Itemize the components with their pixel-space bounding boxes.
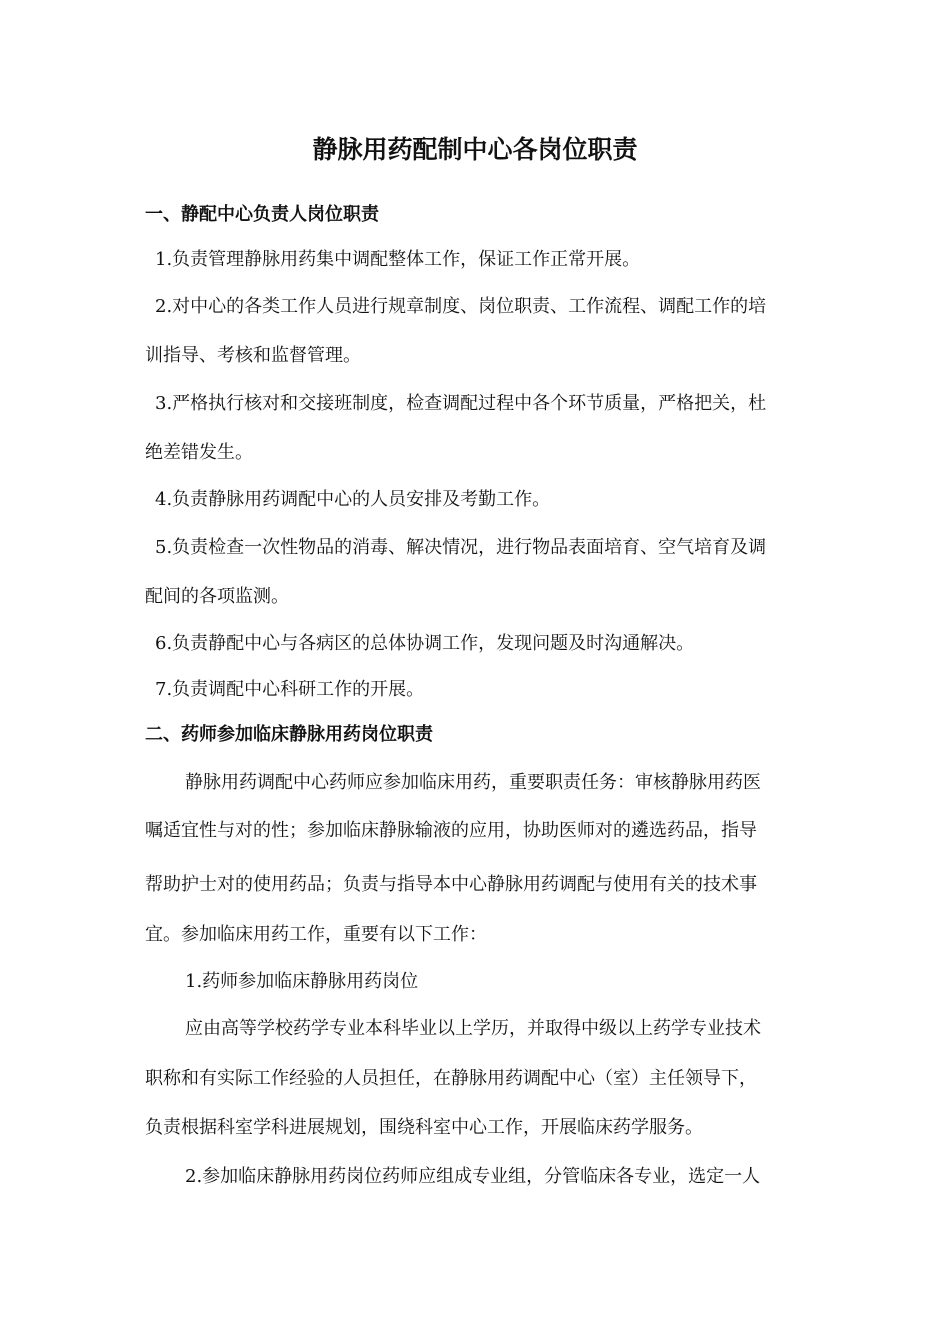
paragraph-line: 4.负责静脉用药调配中心的人员安排及考勤工作。 — [155, 489, 551, 510]
paragraph-line: 应由高等学校药学专业本科毕业以上学历，并取得中级以上药学专业技术 — [185, 1018, 761, 1039]
paragraph-line: 负责根据科室学科进展规划，围绕科室中心工作，开展临床药学服务。 — [145, 1117, 703, 1138]
section-heading-1: 一、静配中心负责人岗位职责 — [145, 204, 379, 225]
paragraph-line: 2.对中心的各类工作人员进行规章制度、岗位职责、工作流程、调配工作的培 — [155, 296, 767, 317]
paragraph-line: 1.药师参加临床静脉用药岗位 — [185, 971, 419, 992]
paragraph-line: 帮助护士对的使用药品；负责与指导本中心静脉用药调配与使用有关的技术事 — [145, 874, 757, 895]
paragraph-line: 嘱适宜性与对的性；参加临床静脉输液的应用，协助医师对的遴选药品，指导 — [145, 820, 757, 841]
paragraph-line: 6.负责静配中心与各病区的总体协调工作，发现问题及时沟通解决。 — [155, 633, 695, 654]
paragraph-line: 宜。参加临床用药工作，重要有以下工作： — [145, 924, 487, 945]
paragraph-line: 7.负责调配中心科研工作的开展。 — [155, 679, 425, 700]
paragraph-line: 静脉用药调配中心药师应参加临床用药，重要职责任务：审核静脉用药医 — [185, 772, 761, 793]
section-heading-2: 二、药师参加临床静脉用药岗位职责 — [145, 724, 433, 745]
paragraph-line: 训指导、考核和监督管理。 — [145, 345, 361, 366]
document-title: 静脉用药配制中心各岗位职责 — [312, 135, 638, 164]
paragraph-line: 5.负责检查一次性物品的消毒、解决情况，进行物品表面培育、空气培育及调 — [155, 537, 767, 558]
paragraph-line: 2.参加临床静脉用药岗位药师应组成专业组，分管临床各专业，选定一人 — [185, 1166, 761, 1187]
paragraph-line: 绝差错发生。 — [145, 442, 253, 463]
paragraph-line: 1.负责管理静脉用药集中调配整体工作，保证工作正常开展。 — [155, 249, 641, 270]
paragraph-line: 配间的各项监测。 — [145, 586, 289, 607]
paragraph-line: 职称和有实际工作经验的人员担任，在静脉用药调配中心（室）主任领导下， — [145, 1068, 757, 1089]
paragraph-line: 3.严格执行核对和交接班制度，检查调配过程中各个环节质量，严格把关，杜 — [155, 393, 767, 414]
